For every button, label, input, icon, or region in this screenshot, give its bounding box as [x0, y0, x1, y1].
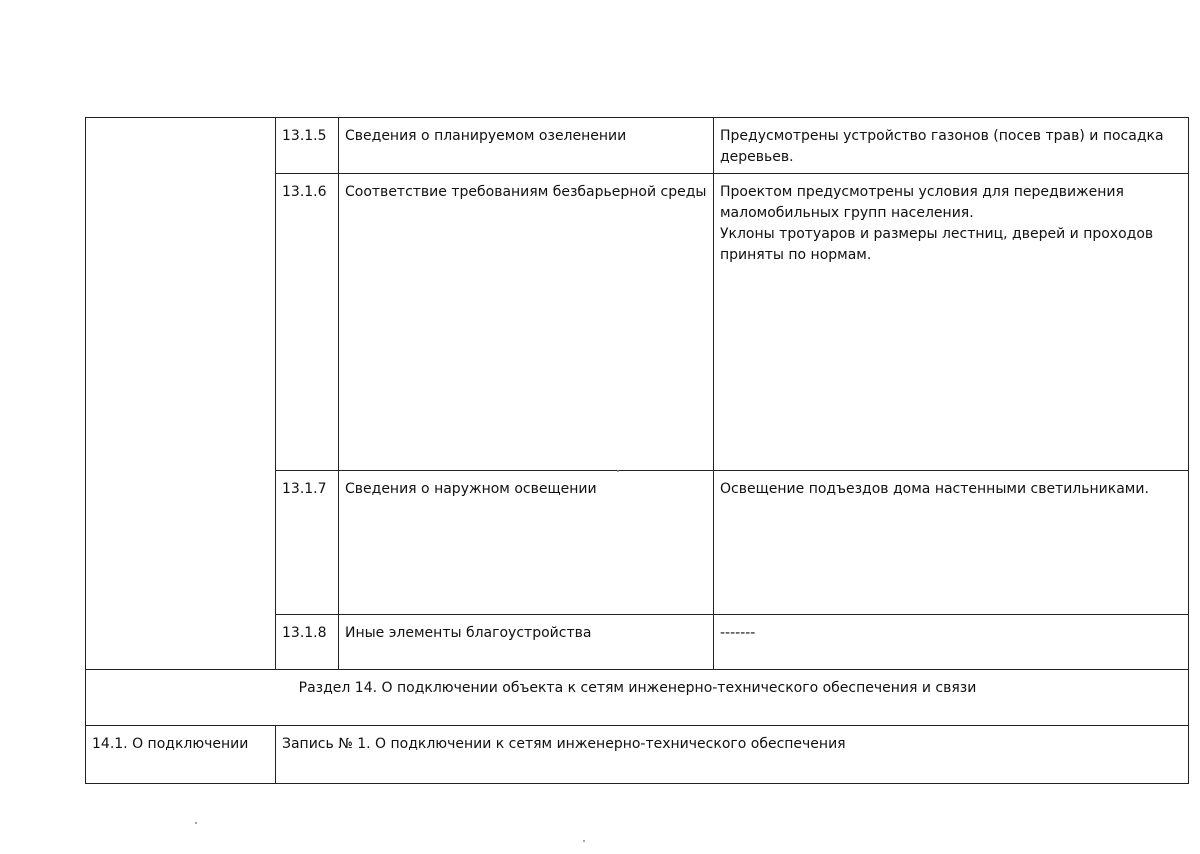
item-number: 13.1.8	[276, 615, 339, 670]
item-number: 13.1.7	[276, 471, 339, 615]
section-header-row	[86, 670, 1189, 726]
item-number: 13.1.5	[276, 118, 339, 174]
scan-speck	[617, 470, 619, 472]
item-number: 13.1.6	[276, 174, 339, 471]
scan-speck	[195, 822, 197, 824]
item-label: Иные элементы благоустройства	[339, 615, 714, 670]
item-label: Сведения о планируемом озеленении	[339, 118, 714, 174]
table-row	[86, 726, 1189, 784]
item-label: Сведения о наружном освещении	[339, 471, 714, 615]
scan-speck	[583, 840, 585, 842]
declaration-table	[85, 117, 1189, 784]
item-value: Проектом предусмотрены условия для передвижения маломобильных групп населения. Уклоны тротуаров и размеры лестниц, дверей и проходов приняты по нормам.	[714, 174, 1189, 471]
item-label: Соответствие требованиям безбарьерной среды	[339, 174, 714, 471]
section-13-left-cell	[86, 118, 276, 670]
table-row	[86, 118, 1189, 174]
item-value: Освещение подъездов дома настенными светильниками.	[714, 471, 1189, 615]
section-14-title: Раздел 14. О подключении объекта к сетям инженерно-технического обеспечения и связи	[86, 670, 1189, 726]
item-value: -------	[714, 615, 1189, 670]
subsection-value: Запись № 1. О подключении к сетям инженерно-технического обеспечения	[276, 726, 1189, 784]
item-value: Предусмотрены устройство газонов (посев трав) и посадка деревьев.	[714, 118, 1189, 174]
subsection-label: 14.1. О подключении	[86, 726, 276, 784]
